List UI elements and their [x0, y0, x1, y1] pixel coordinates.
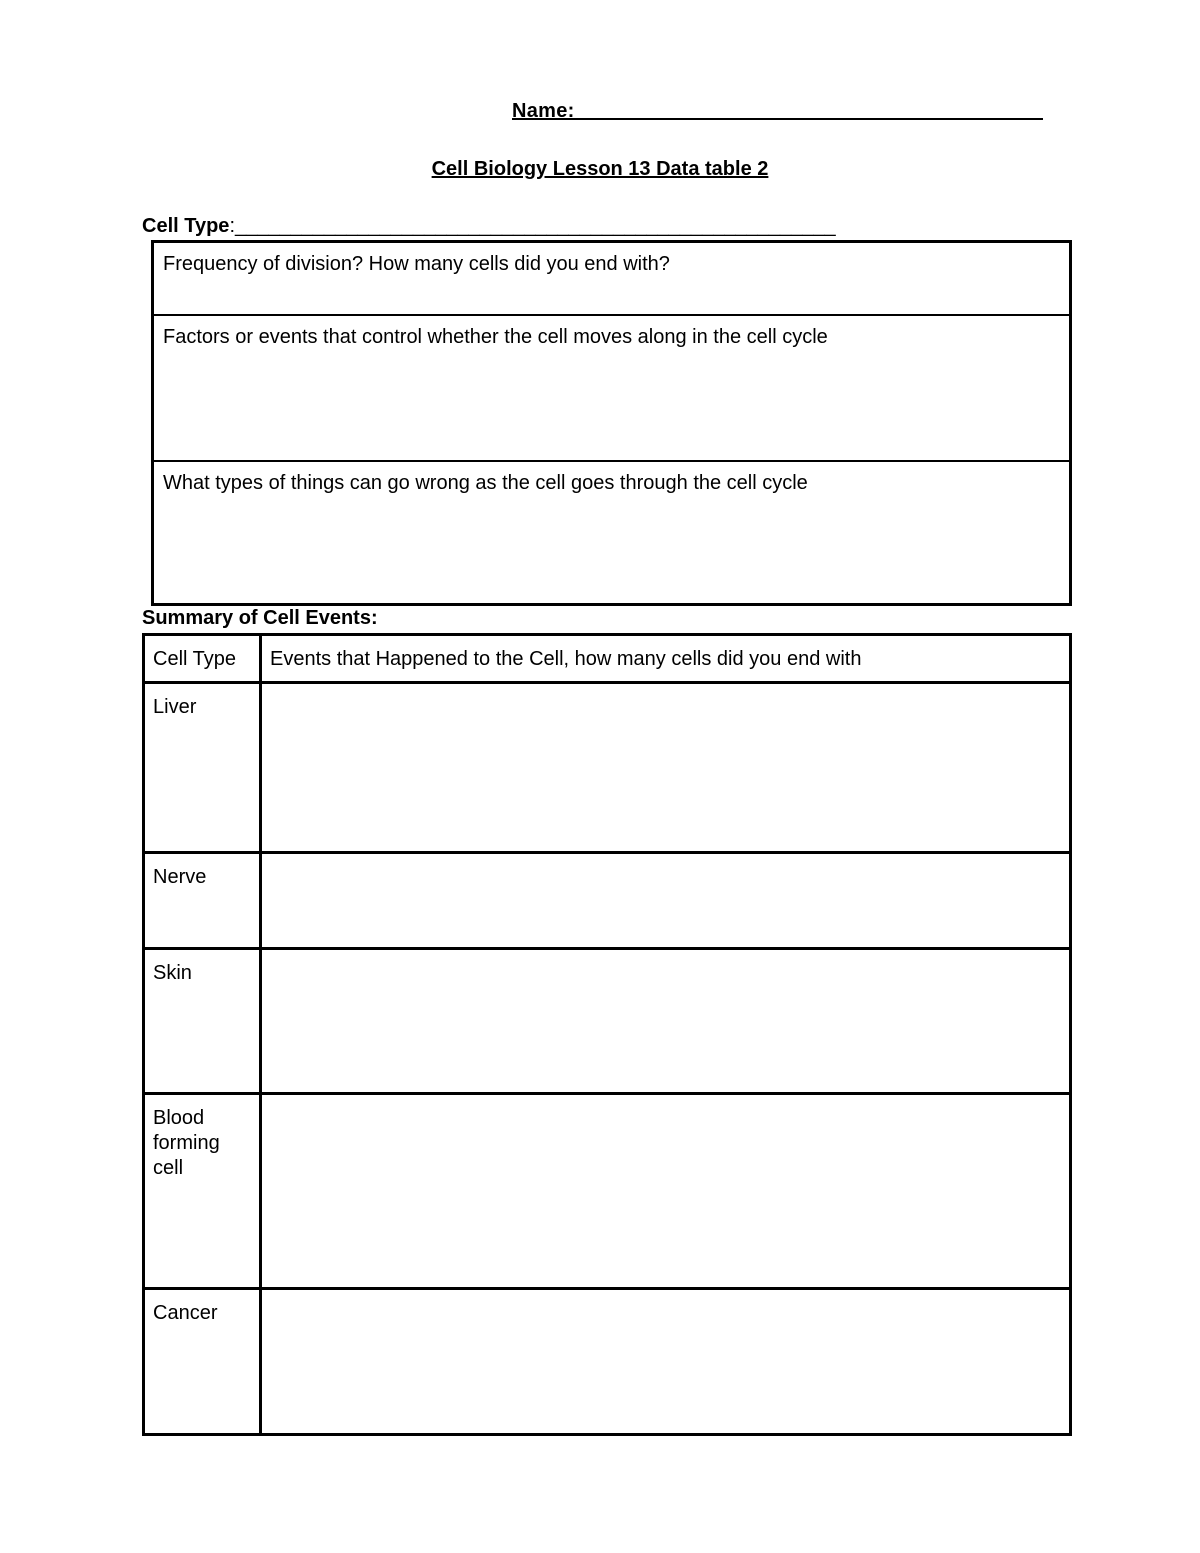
row-cell-type: Nerve — [153, 866, 207, 888]
name-field[interactable]: Name:_________________________________________ — [512, 100, 1043, 122]
row-cell-type: Blood forming cell — [153, 1107, 220, 1179]
row-cell-type: Skin — [153, 962, 192, 984]
summary-table — [142, 633, 1072, 1436]
row-cell-type: Cancer — [153, 1302, 218, 1324]
row-events-cell[interactable] — [262, 950, 1069, 1092]
table-row — [145, 1095, 1069, 1287]
row-events-cell[interactable] — [262, 1095, 1069, 1287]
row-events-cell[interactable] — [262, 854, 1069, 947]
row-events-cell[interactable] — [262, 684, 1069, 852]
summary-heading: Summary of Cell Events: — [142, 607, 378, 629]
cell-type-label: Cell Type — [142, 215, 230, 237]
row-cell-type: Liver — [153, 696, 197, 718]
table-row — [145, 950, 1069, 1092]
cell-type-field[interactable] — [142, 215, 836, 238]
document-title: Cell Biology Lesson 13 Data table 2 — [431, 158, 769, 180]
question-what-goes-wrong-row[interactable]: What types of things can go wrong as the cell goes through the cell cycle — [163, 472, 808, 494]
table-header-row — [145, 636, 1069, 681]
question-control-factors-row[interactable]: Factors or events that control whether the cell moves along in the cell cycle — [154, 316, 1069, 462]
table-row — [145, 854, 1069, 947]
column-header-events: Events that Happened to the Cell, how many cells did you end with — [270, 648, 862, 670]
row-events-cell[interactable] — [262, 1290, 1069, 1433]
cell-type-blank[interactable]: :______________________________________________________ — [229, 215, 836, 237]
table-row — [145, 684, 1069, 852]
cell-cycle-questions-table — [151, 240, 1072, 606]
table-row — [145, 1290, 1069, 1433]
question-frequency-row[interactable]: Frequency of division? How many cells did you end with? — [154, 243, 1069, 316]
column-header-cell-type: Cell Type — [153, 648, 237, 670]
